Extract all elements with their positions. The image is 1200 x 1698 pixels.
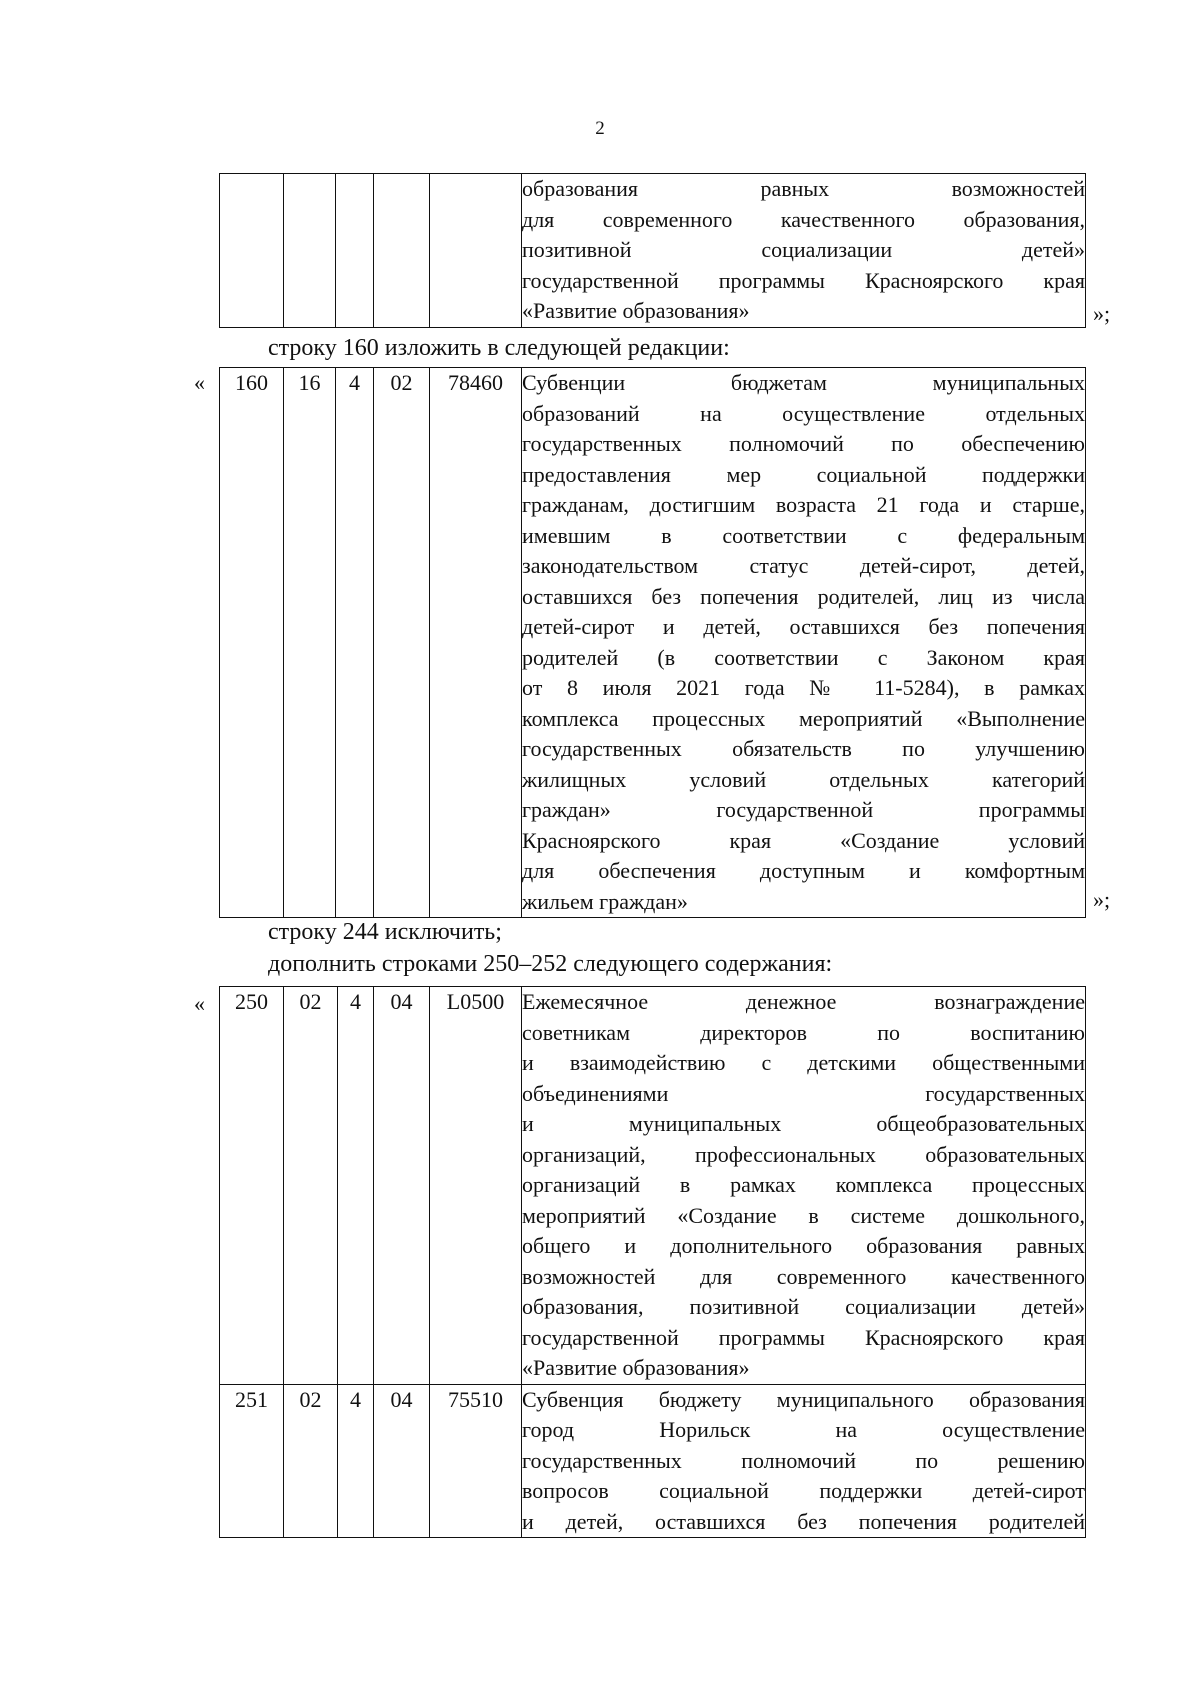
row-number-cell: 160 bbox=[220, 368, 284, 918]
text-line: советникам директоров по воспитанию bbox=[522, 1019, 1085, 1045]
text-line: предоставления мер социальной поддержки bbox=[522, 461, 1085, 487]
text-line: объединениями государственных bbox=[522, 1080, 1085, 1106]
instruction-line-250: дополнить строками 250–252 следующего содержания: bbox=[268, 951, 833, 977]
text-line: государственных полномочий по решению bbox=[522, 1447, 1085, 1473]
text-line: образования равных возможностей bbox=[522, 176, 1085, 201]
text-line: «Развитие образования» bbox=[522, 298, 750, 323]
code-cell bbox=[336, 174, 374, 328]
text-line: Субвенция бюджету муниципального образования bbox=[522, 1386, 1085, 1412]
table-row-160 bbox=[219, 367, 1086, 918]
instruction-line-244: строку 244 исключить; bbox=[268, 919, 502, 945]
code-cell: 78460 bbox=[430, 368, 522, 918]
code-cell: 4 bbox=[338, 987, 374, 1385]
table-row bbox=[220, 987, 1086, 1385]
code-cell: L0500 bbox=[430, 987, 522, 1385]
row-number-cell bbox=[220, 174, 284, 328]
text-line: от 8 июля 2021 года № 11-5284), в рамках bbox=[522, 675, 1085, 700]
code-cell: 04 bbox=[374, 987, 430, 1385]
text-line: законодательством статус детей-сирот, детей, bbox=[522, 553, 1085, 578]
text-line: оставшихся без попечения родителей, лиц из числа bbox=[522, 583, 1085, 609]
text-line: общего и дополнительного образования равных bbox=[522, 1233, 1085, 1258]
text-line: жильем граждан» bbox=[522, 888, 688, 914]
text-line: для современного качественного образования, bbox=[522, 206, 1085, 232]
description-cell bbox=[522, 174, 1086, 328]
code-cell: 04 bbox=[374, 1384, 430, 1538]
code-cell: 4 bbox=[336, 368, 374, 918]
text-line: комплекса процессных мероприятий «Выполнение bbox=[522, 705, 1085, 731]
code-cell: 4 bbox=[338, 1384, 374, 1538]
text-line: жилищных условий отдельных категорий bbox=[522, 766, 1085, 792]
code-cell bbox=[374, 174, 430, 328]
code-cell: 75510 bbox=[430, 1384, 522, 1538]
text-line: Красноярского края «Создание условий bbox=[522, 827, 1085, 853]
text-line: граждан» государственной программы bbox=[522, 797, 1085, 822]
text-line: организаций в рамках комплекса процессных bbox=[522, 1172, 1085, 1197]
text-line: государственной программы Красноярского края bbox=[522, 267, 1085, 293]
code-cell: 02 bbox=[284, 987, 338, 1385]
description-cell bbox=[522, 987, 1086, 1385]
code-cell bbox=[284, 174, 336, 328]
text-line: и взаимодействию с детскими общественными bbox=[522, 1050, 1085, 1075]
text-line: гражданам, достигшим возраста 21 года и старше, bbox=[522, 492, 1085, 517]
text-line: город Норильск на осуществление bbox=[522, 1417, 1085, 1442]
code-cell: 16 bbox=[284, 368, 336, 918]
code-cell: 02 bbox=[284, 1384, 338, 1538]
page-number: 2 bbox=[595, 118, 605, 139]
text-line: образований на осуществление отдельных bbox=[522, 400, 1085, 426]
text-line: Ежемесячное денежное вознаграждение bbox=[522, 989, 1085, 1014]
text-line: государственной программы Красноярского края bbox=[522, 1324, 1085, 1350]
row-number-cell: 251 bbox=[220, 1384, 284, 1538]
table-row bbox=[220, 1384, 1086, 1538]
table-row bbox=[220, 368, 1086, 918]
text-line: для обеспечения доступным и комфортным bbox=[522, 858, 1085, 883]
text-line: государственных полномочий по обеспечению bbox=[522, 431, 1085, 456]
closing-quote-mark: »; bbox=[1093, 887, 1111, 912]
opening-quote-mark: « bbox=[194, 991, 205, 1016]
description-cell bbox=[522, 368, 1086, 918]
description-cell bbox=[522, 1384, 1086, 1538]
closing-quote-mark: »; bbox=[1093, 301, 1111, 326]
text-line: родителей (в соответствии с Законом края bbox=[522, 644, 1085, 670]
text-line: и муниципальных общеобразовательных bbox=[522, 1111, 1085, 1136]
table-rows-250 bbox=[219, 986, 1086, 1538]
table-continuation bbox=[219, 173, 1086, 328]
text-line: Субвенции бюджетам муниципальных bbox=[522, 370, 1085, 395]
text-line: мероприятий «Создание в системе дошкольного, bbox=[522, 1202, 1085, 1228]
text-line: и детей, оставшихся без попечения родителей bbox=[522, 1508, 1085, 1534]
row-number-cell: 250 bbox=[220, 987, 284, 1385]
text-line: государственных обязательств по улучшению bbox=[522, 736, 1085, 761]
text-line: «Развитие образования» bbox=[522, 1355, 750, 1380]
text-line: детей-сирот и детей, оставшихся без попечения bbox=[522, 614, 1085, 639]
text-line: организаций, профессиональных образовательных bbox=[522, 1141, 1085, 1167]
text-line: позитивной социализации детей» bbox=[522, 237, 1085, 262]
table-row bbox=[220, 174, 1086, 328]
code-cell bbox=[430, 174, 522, 328]
code-cell: 02 bbox=[374, 368, 430, 918]
instruction-line-160: строку 160 изложить в следующей редакции: bbox=[268, 335, 730, 361]
text-line: вопросов социальной поддержки детей-сирот bbox=[522, 1478, 1085, 1503]
text-line: образования, позитивной социализации детей» bbox=[522, 1294, 1085, 1319]
text-line: имевшим в соответствии с федеральным bbox=[522, 522, 1085, 548]
opening-quote-mark: « bbox=[194, 370, 205, 395]
text-line: возможностей для современного качественного bbox=[522, 1263, 1085, 1289]
